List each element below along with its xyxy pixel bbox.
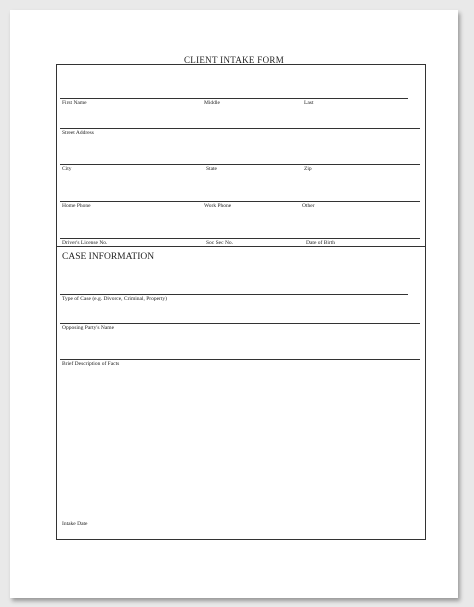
street-address-line[interactable]	[60, 128, 420, 129]
form-page	[10, 10, 458, 598]
last-name-label: Last	[304, 100, 314, 106]
intake-date-label: Intake Date	[62, 521, 88, 527]
name-line[interactable]	[60, 98, 408, 99]
home-phone-label: Home Phone	[62, 203, 91, 209]
work-phone-label: Work Phone	[204, 203, 232, 209]
street-address-label: Street Address	[62, 130, 94, 136]
first-name-label: First Name	[62, 100, 87, 106]
zip-label: Zip	[304, 166, 312, 172]
brief-description-line[interactable]	[60, 359, 420, 360]
drivers-license-label: Driver's License No.	[62, 240, 108, 246]
date-of-birth-label: Date of Birth	[306, 240, 336, 246]
state-label: State	[206, 166, 217, 172]
case-information-heading: CASE INFORMATION	[62, 252, 155, 262]
opposing-party-label: Opposing Party's Name	[62, 325, 115, 331]
section-divider	[56, 246, 426, 247]
opposing-party-line[interactable]	[60, 323, 420, 324]
phone-line[interactable]	[60, 201, 420, 202]
middle-name-label: Middle	[204, 100, 220, 106]
form-title: CLIENT INTAKE FORM	[183, 55, 284, 65]
city-state-zip-line[interactable]	[60, 164, 420, 165]
city-label: City	[62, 166, 72, 172]
other-phone-label: Other	[302, 203, 315, 209]
type-of-case-line[interactable]	[60, 294, 408, 295]
id-info-line[interactable]	[60, 238, 420, 239]
type-of-case-label: Type of Case (e.g. Divorce, Criminal, Property)	[62, 296, 168, 302]
form-frame	[56, 64, 426, 540]
soc-sec-label: Soc Sec No.	[206, 240, 234, 246]
brief-description-label: Brief Description of Facts	[62, 361, 120, 367]
